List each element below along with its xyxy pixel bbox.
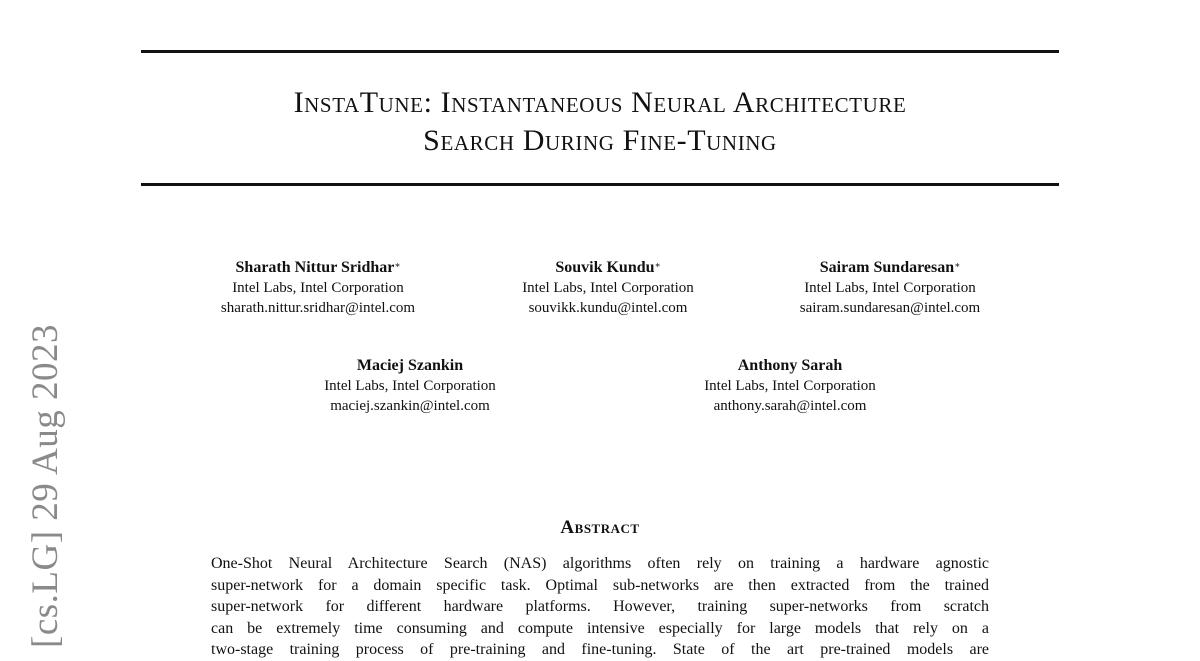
- author-affiliation: Intel Labs, Intel Corporation: [324, 378, 496, 394]
- paper-title-line-1: InstaTune: Instantaneous Neural Architecture: [293, 86, 907, 119]
- author-affiliation: Intel Labs, Intel Corporation: [704, 378, 876, 394]
- author-name: Maciej Szankin: [356, 357, 464, 374]
- abstract-line: One-Shot Neural Architecture Search (NAS) algorithms often rely on training a hardware agnostic: [211, 555, 989, 572]
- author-email: anthony.sarah@intel.com: [713, 398, 867, 414]
- author-footnote-mark: ∗: [954, 260, 961, 270]
- author-affiliation: Intel Labs, Intel Corporation: [804, 280, 976, 296]
- author-block: [478, 257, 738, 318]
- author-email: sairam.sundaresan@intel.com: [799, 300, 981, 316]
- author-email: sharath.nittur.sridhar@intel.com: [220, 300, 416, 316]
- abstract-line: super-network for different hardware platforms. However, training super-networks from scratch: [211, 598, 989, 615]
- author-affiliation: Intel Labs, Intel Corporation: [232, 280, 404, 296]
- abstract-line: two-stage training process of pre-training and fine-tuning. State of the art pre-trained models are: [211, 641, 989, 658]
- title-rule-bottom: [141, 183, 1059, 186]
- abstract-line: super-network for a domain specific task. Optimal sub-networks are then extracted from the trained: [211, 576, 989, 594]
- author-block: [660, 355, 920, 416]
- title-rule-top: [141, 50, 1059, 53]
- paper-title-line-2: Search During Fine-Tuning: [423, 124, 777, 157]
- arxiv-side-stamp: [24, 300, 68, 648]
- author-name: Sairam Sundaresan∗: [819, 259, 961, 276]
- author-name: Sharath Nittur Sridhar∗: [235, 259, 401, 276]
- abstract-line: can be extremely time consuming and compute intensive especially for large models that rely on a: [211, 619, 989, 637]
- author-block: [188, 257, 448, 318]
- author-footnote-mark: ∗: [394, 260, 401, 270]
- arxiv-stamp-text: [cs.LG] 29 Aug 2023: [25, 324, 66, 648]
- author-email: maciej.szankin@intel.com: [330, 398, 490, 414]
- author-name: Anthony Sarah: [737, 357, 843, 374]
- author-affiliation: Intel Labs, Intel Corporation: [522, 280, 694, 296]
- author-email: souvikk.kundu@intel.com: [528, 300, 688, 316]
- author-block: [760, 257, 1020, 318]
- abstract-body: [211, 553, 989, 661]
- author-block: [280, 355, 540, 416]
- author-name: Souvik Kundu∗: [555, 259, 661, 276]
- abstract-heading: Abstract: [560, 517, 640, 538]
- paper-title: [141, 84, 1059, 160]
- author-footnote-mark: ∗: [654, 260, 661, 270]
